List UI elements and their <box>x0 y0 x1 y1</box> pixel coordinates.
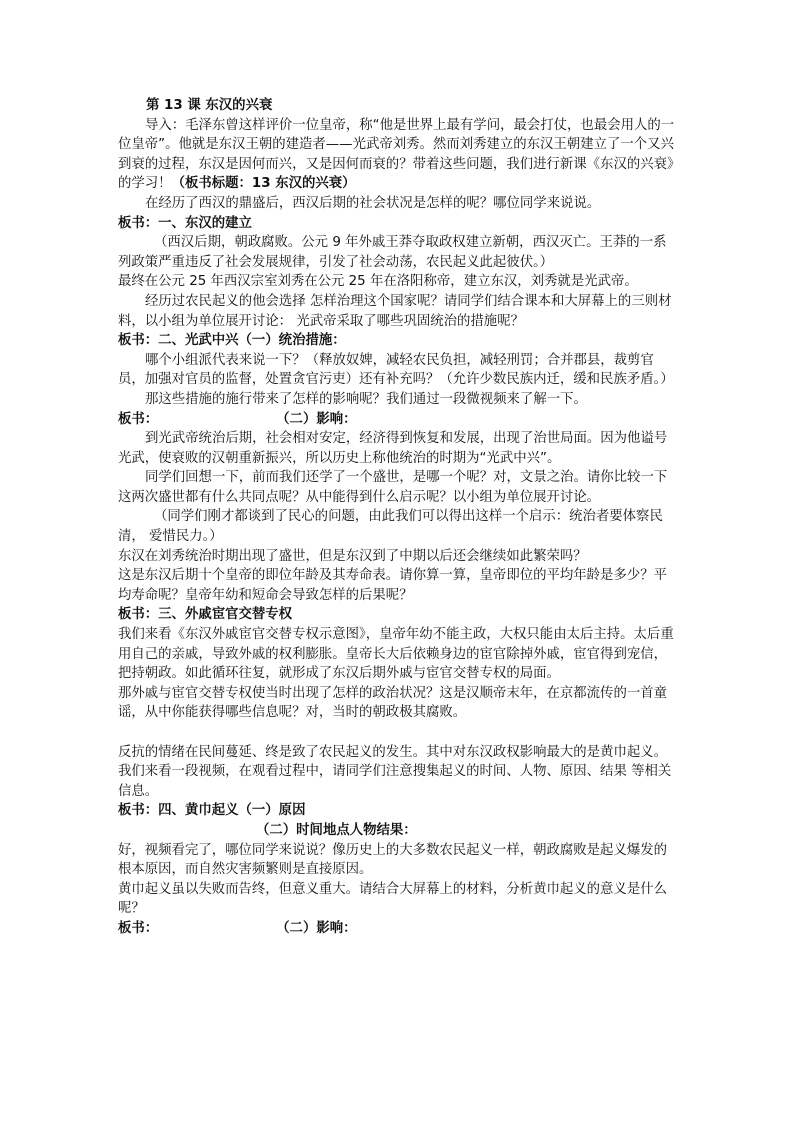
board-heading-4: 板书：三、外戚宦官交替专权 <box>118 607 293 623</box>
lesson-title: 第 13 课 东汉的兴衰 <box>146 98 273 113</box>
video-paragraph: 那这些措施的施行带来了怎样的影响呢？我们通过一段微视频来了解一下。 <box>145 391 587 407</box>
intro-paragraph <box>118 116 678 194</box>
board-heading-6 <box>118 919 678 939</box>
board-item: （二）影响： <box>276 411 357 427</box>
board-heading-2: 板书：二、光武中兴（一）统治措施： <box>118 333 346 349</box>
intro-text: 导入：毛泽东曾这样评价一位皇帝，称“他是世界上最有学问，最会打仗，也最会用人的一位皇帝”。他就是东汉王朝的建造者——光武帝刘秀。然而刘秀建立的东汉王朝建立了一个又兴到衰的过程，东汉是因何而兴，又是因何而衰的？带着这些问题，我们进行新课《东汉的兴衰》的学习！ <box>118 117 675 192</box>
wangmang-paragraph: （西汉后期，朝政腐败。公元 9 年外戚王莽夺取政权建立新朝，西汉灭亡。王莽的一系列政策严重违反了社会发展规律，引发了社会动荡，农民起义此起彼伏。） <box>118 235 667 270</box>
compare-paragraph: 同学们回想一下，前而我们还学了一个盛世，是哪一个呢？对，文景之治。请你比较一下这两次盛世都有什么共同点呢？从中能得到什么启示呢？以小组为单位展开讨论。 <box>118 470 668 505</box>
prosper-paragraph: 东汉在刘秀统治时期出现了盛世，但是东汉到了中期以后还会继续如此繁荣吗？ <box>118 548 587 564</box>
zhongxing-paragraph: 到光武帝统治后期，社会相对安定，经济得到恢复和发展，出现了治世局面。因为他谥号光武，使衰败的汉朝重新振兴，所以历史上称他统治的时期为“光武中兴”。 <box>118 431 668 466</box>
ballad-paragraph: 那外戚与宦官交替专权使当时出现了怎样的政治状况？这是汉顺帝末年，在京都流传的一首童谣，从中你能获得哪些信息呢？对，当时的朝政极其腐败。 <box>118 685 668 721</box>
document-body <box>118 96 678 939</box>
meaning-paragraph: 黄巾起义虽以失败而告终，但意义重大。请结合大屏幕上的材料，分析黄巾起义的意义是什么呢？ <box>118 881 668 917</box>
board-item: （二）影响： <box>276 920 357 936</box>
emperor-age-paragraph: 这是东汉后期十个皇帝的即位年龄及其寿命表。请你算一算，皇帝即位的平均年龄是多少？平均寿命呢？皇帝年幼和短命会导致怎样的后果呢？ <box>118 568 668 603</box>
measures-answer-paragraph: 哪个小组派代表来说一下？（释放奴婢，减轻农民负担，减轻刑罚；合并郡县，裁剪官员，加强对官员的监督，处置贪官污吏）还有补充吗？（允许少数民族内迁，缓和民族矛盾。） <box>118 352 674 388</box>
insight-paragraph: （同学们刚才都谈到了民心的问题，由此我们可以得出这样一个启示：统治者要体察民清， 爱惜民力。） <box>118 509 663 545</box>
blank-line <box>118 723 678 743</box>
board-heading-5: 板书：四、黄巾起义（一）原因 <box>118 803 306 819</box>
board-label: 板书： <box>118 411 159 427</box>
board-heading-3 <box>118 410 678 430</box>
intro-board-note: （板书标题：13 东汉的兴衰） <box>171 176 356 192</box>
measures-question-paragraph: 经历过农民起义的他会选择 怎样治理这个国家呢？请同学们结合课本和大屏幕上的三则材料，以小组为单位展开讨论： 光武帝采取了哪些巩固统治的措施呢？ <box>118 293 672 329</box>
liuxiu-paragraph: 最终在公元 25 年西汉宗室刘秀在公元 25 年在洛阳称帝，建立东汉，刘秀就是光武帝。 <box>118 274 638 290</box>
board-label: 板书： <box>118 920 159 936</box>
cause-paragraph: 好，视频看完了，哪位同学来说说？像历史上的大多数农民起义一样，朝政腐败是起义爆发的根本原因，而自然灾害频繁则是直接原因。 <box>118 842 668 878</box>
board-heading-1: 板书：一、东汉的建立 <box>118 215 252 231</box>
revolt-paragraph: 反抗的情绪在民间蔓延、终是致了农民起义的发生。其中对东汉政权影响最大的是黄巾起义。 我们来看一段视频，在观看过程中，请同学们注意搜集起义的时间、人物、原因、结果 等相关信息。 <box>118 744 672 799</box>
chart-paragraph: 我们来看《东汉外戚宦官交替专权示意图》，皇帝年幼不能主政，大权只能由太后主持。太后重用自己的亲戚，导致外戚的权利膨胀。皇帝长大后依赖身边的宦官除掉外戚，宦官得到宠信，把持朝政。如此循环往复，就形成了东汉后期外戚与宦官交替专权的局面。 <box>118 627 674 682</box>
board-heading-5-item: （二）时间地点人物结果： <box>256 822 417 838</box>
west-han-paragraph: 在经历了西汉的鼎盛后，西汉后期的社会状况是怎样的呢？哪位同学来说说。 <box>145 195 601 211</box>
